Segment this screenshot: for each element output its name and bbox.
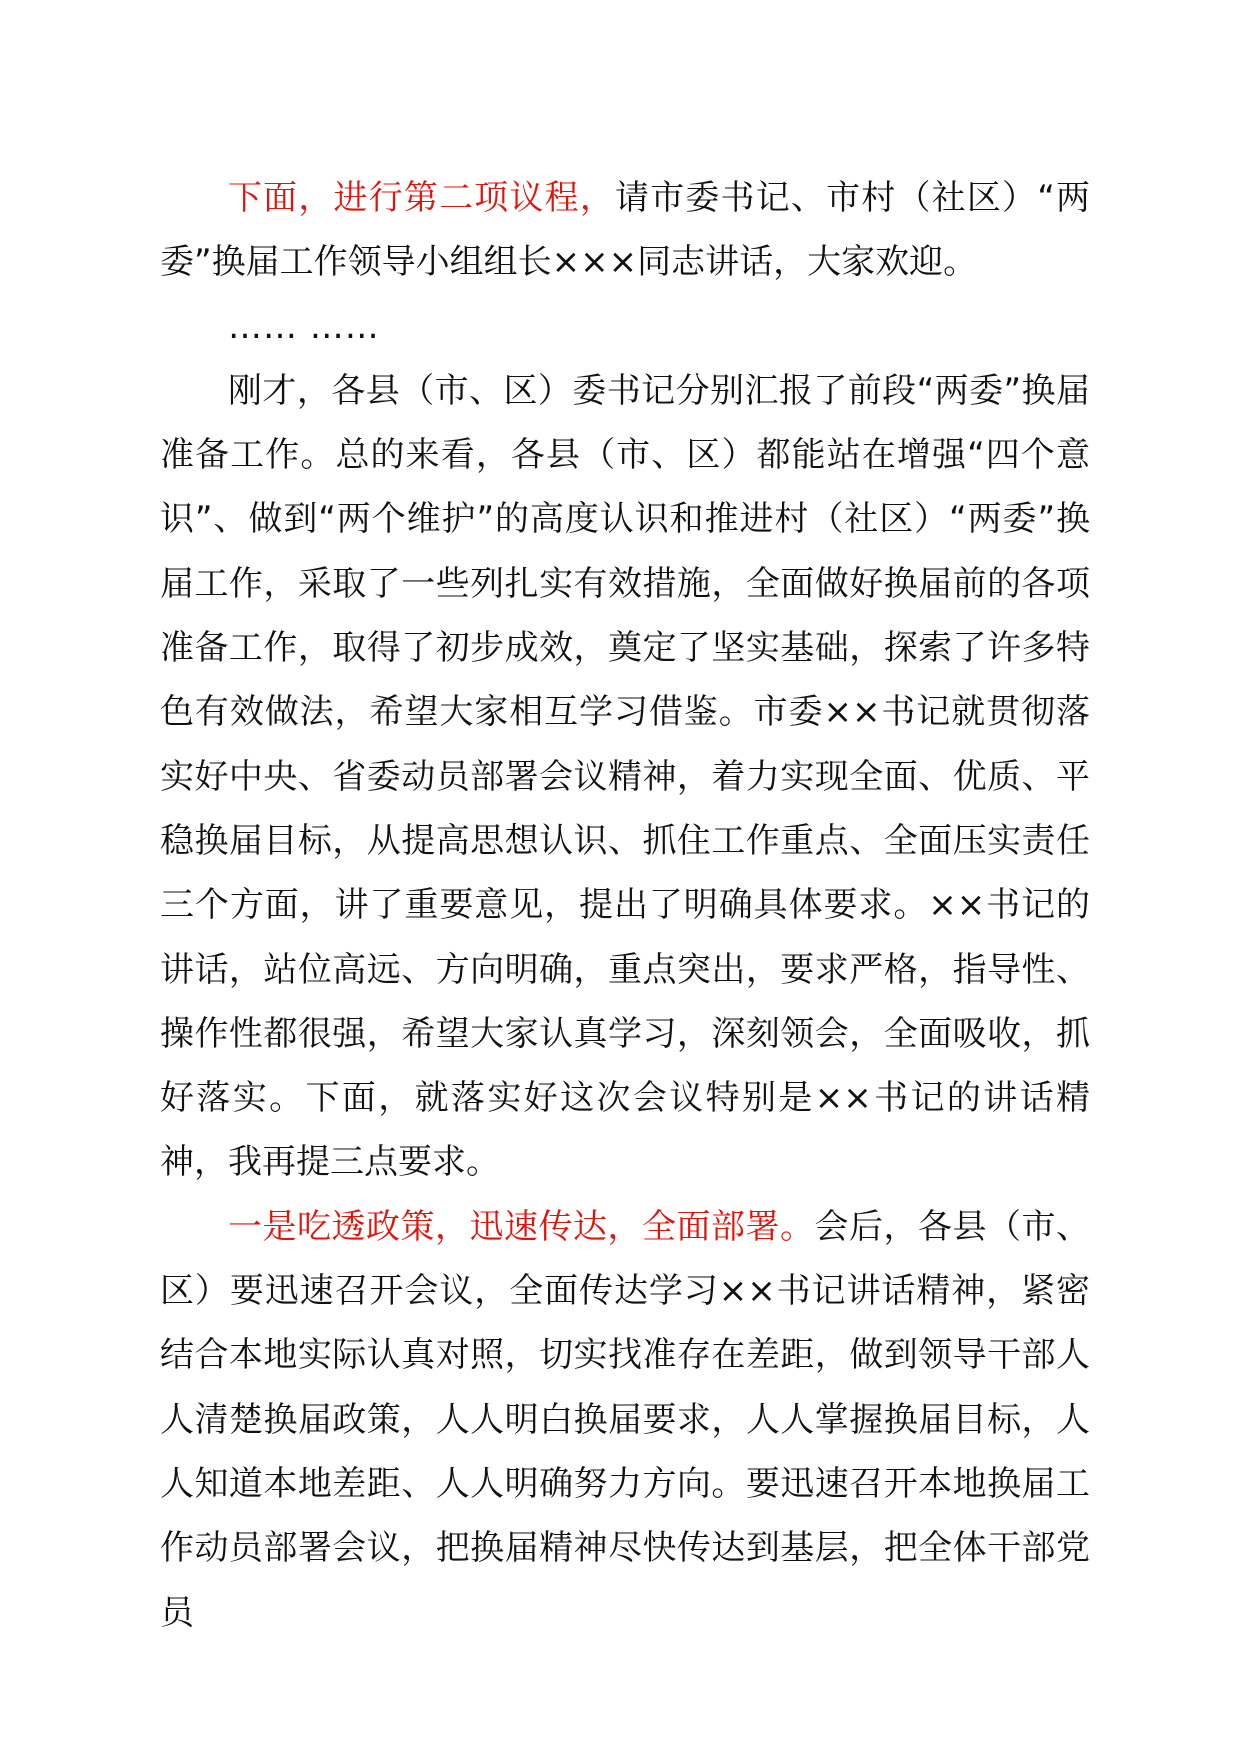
paragraph-agenda — [160, 166, 1090, 295]
paragraph-agenda-highlight: 下面，进行第二项议程， — [228, 178, 616, 218]
requirement-one-heading: 一是吃透政策，迅速传达，全面部署。 — [228, 1206, 815, 1247]
paragraph-requirement-one — [160, 1195, 1090, 1645]
ellipsis-text: …… …… — [228, 306, 380, 347]
document-body — [160, 166, 1090, 1645]
paragraph-agenda-text: 请市委书记、市村（社区）“两委”换届工作领导小组组长×××同志讲话，大家欢迎。 — [160, 178, 1090, 283]
requirement-one-text: 会后，各县（市、区）要迅速召开会议，全面传达学习××书记讲话精神，紧密结合本地实际认真对照，切实找准存在差距，做到领导干部人人清楚换届政策，人人明白换届要求，人人掌握换届目标，人人知道本地差距、人人明确努力方向。要迅速召开本地换届工作动员部署会议，把换届精神尽快传达到基层，把全体干部党员 — [160, 1206, 1090, 1633]
paragraph-summary-text: 刚才，各县（市、区）委书记分别汇报了前段“两委”换届准备工作。总的来看，各县（市、区）都能站在增强“四个意识”、做到“两个维护”的高度认识和推进村（社区）“两委”换届工作，采取了一些列扎实有效措施，全面做好换届前的各项准备工作，取得了初步成效，奠定了坚实基础，探索了许多特色有效做法，希望大家相互学习借鉴。市委××书记就贯彻落实好中央、省委动员部署会议精神，着力实现全面、优质、平稳换届目标，从提高思想认识、抓住工作重点、全面压实责任三个方面，讲了重要意见，提出了明确具体要求。××书记的讲话，站位高远、方向明确，重点突出，要求严格，指导性、操作性都很强，希望大家认真学习，深刻领会，全面吸收，抓好落实。下面，就落实好这次会议特别是××书记的讲话精神，我再提三点要求。 — [160, 370, 1090, 1183]
paragraph-summary — [160, 359, 1090, 1195]
paragraph-ellipsis — [160, 295, 1090, 359]
